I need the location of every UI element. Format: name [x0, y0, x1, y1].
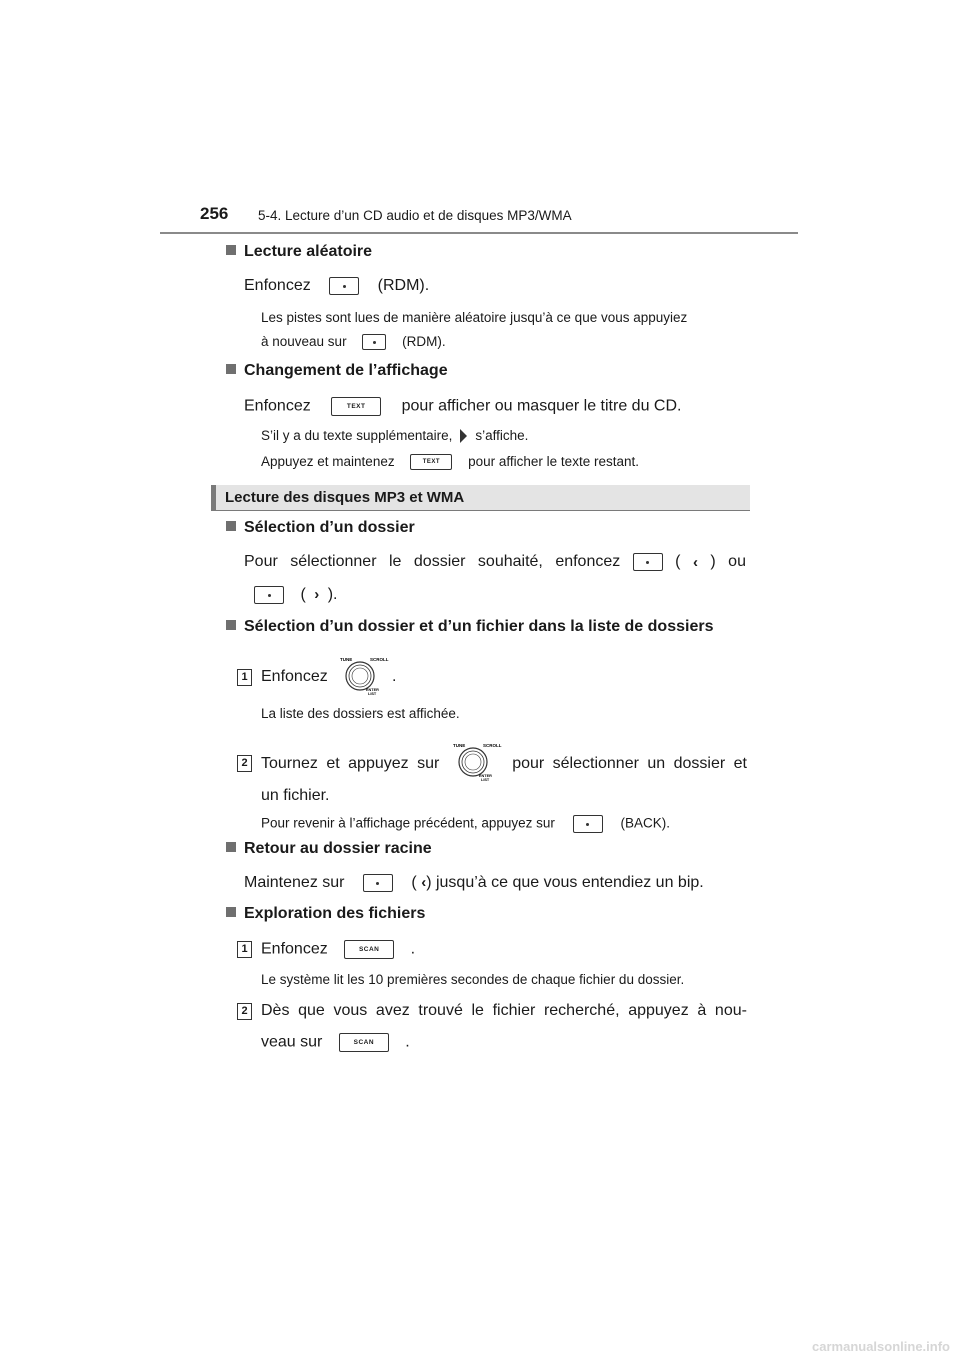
heading-display-change: Changement de l’affichage [226, 362, 448, 380]
step-number-2: 2 [237, 755, 252, 772]
folder-list-step2-line1: Tournez et appuyez sur pour sélectionner un dossier et [261, 755, 747, 772]
svg-text:TUNE: TUNE [453, 743, 466, 748]
back-button-icon [573, 815, 603, 833]
heading-scan: Exploration des fichiers [226, 905, 425, 923]
scan-step2-line2: veau sur SCAN . [261, 1033, 410, 1051]
text-button-icon: TEXT [331, 397, 381, 416]
display-note-line2: Appuyez et maintenez TEXT pour afficher le texte restant. [261, 454, 639, 469]
svg-text:LIST: LIST [368, 692, 377, 696]
heading-folder-list: Sélection d’un dossier et d’un fichier dans la liste de dossiers [226, 618, 713, 636]
bullet-square-icon [226, 842, 236, 852]
chapter-title: 5-4. Lecture d’un CD audio et de disques MP3/WMA [258, 208, 572, 223]
page-number: 256 [200, 204, 229, 223]
bullet-square-icon [226, 245, 236, 255]
root-instruction: Maintenez sur ( ‹) jusqu’à ce que vous entendiez un bip. [244, 874, 704, 892]
folder-up-button-icon [254, 586, 284, 604]
folder-select-line1: Pour sélectionner le dossier souhaité, enfoncez ( ‹ ) ou [244, 553, 746, 571]
svg-text:ENTER: ENTER [366, 688, 379, 692]
chevron-left-icon: ‹ [692, 553, 698, 571]
display-instruction: Enfoncez TEXT pour afficher ou masquer le titre du CD. [244, 397, 682, 415]
header-divider [160, 232, 798, 234]
display-note-line1: S’il y a du texte supplémentaire, s’affiche. [261, 428, 529, 443]
bullet-square-icon [226, 907, 236, 917]
heading-folder-select: Sélection d’un dossier [226, 519, 415, 537]
folder-select-line2: ( › ). [254, 586, 337, 604]
tune-scroll-knob-icon [336, 654, 392, 696]
svg-text:ENTER: ENTER [479, 774, 492, 778]
folder-list-step2-line2: un fichier. [261, 787, 330, 804]
svg-text:SCROLL: SCROLL [483, 743, 502, 748]
bullet-square-icon [226, 364, 236, 374]
bullet-square-icon [226, 521, 236, 531]
scan-step1-note: Le système lit les 10 premières secondes de chaque fichier du dossier. [261, 972, 685, 987]
bullet-square-icon [226, 620, 236, 630]
chevron-right-icon: › [314, 586, 320, 604]
section-header-mp3-wma: Lecture des disques MP3 et WMA [211, 485, 750, 511]
folder-list-step2-note: Pour revenir à l’affichage précédent, appuyez sur (BACK). [261, 815, 670, 833]
chevron-left-icon: ‹ [421, 874, 427, 892]
scan-button-icon: SCAN [339, 1033, 389, 1052]
step-number-1: 1 [237, 941, 252, 958]
scan-step2-line1: Dès que vous avez trouvé le fichier recherché, appuyez à nou- [261, 1002, 747, 1019]
svg-text:LIST: LIST [481, 778, 490, 782]
scan-step1: Enfoncez SCAN . [261, 940, 416, 958]
svg-text:TUNE: TUNE [340, 657, 353, 662]
random-note-line1: Les pistes sont lues de manière aléatoire jusqu’à ce que vous appuyiez [261, 310, 688, 325]
watermark: carmanualsonline.info [812, 1339, 950, 1354]
svg-text:SCROLL: SCROLL [370, 657, 389, 662]
rdm-button-icon [362, 334, 386, 350]
tune-scroll-knob-icon [449, 740, 505, 782]
rdm-button-icon [329, 277, 359, 295]
text-button-icon: TEXT [410, 454, 452, 470]
step-number-2: 2 [237, 1003, 252, 1020]
folder-list-step1-note: La liste des dossiers est affichée. [261, 706, 460, 721]
play-arrow-icon [460, 429, 467, 443]
random-instruction: Enfoncez (RDM). [244, 277, 430, 295]
scan-button-icon: SCAN [344, 940, 394, 959]
folder-list-step1-end: . [392, 668, 397, 685]
step-number-1: 1 [237, 669, 252, 686]
heading-random-play: Lecture aléatoire [226, 243, 372, 261]
heading-root-folder: Retour au dossier racine [226, 840, 432, 858]
folder-down-button-icon [633, 553, 663, 571]
random-note-line2: à nouveau sur (RDM). [261, 334, 446, 349]
folder-list-step1: Enfoncez [261, 668, 328, 685]
folder-down-button-icon [363, 874, 393, 892]
